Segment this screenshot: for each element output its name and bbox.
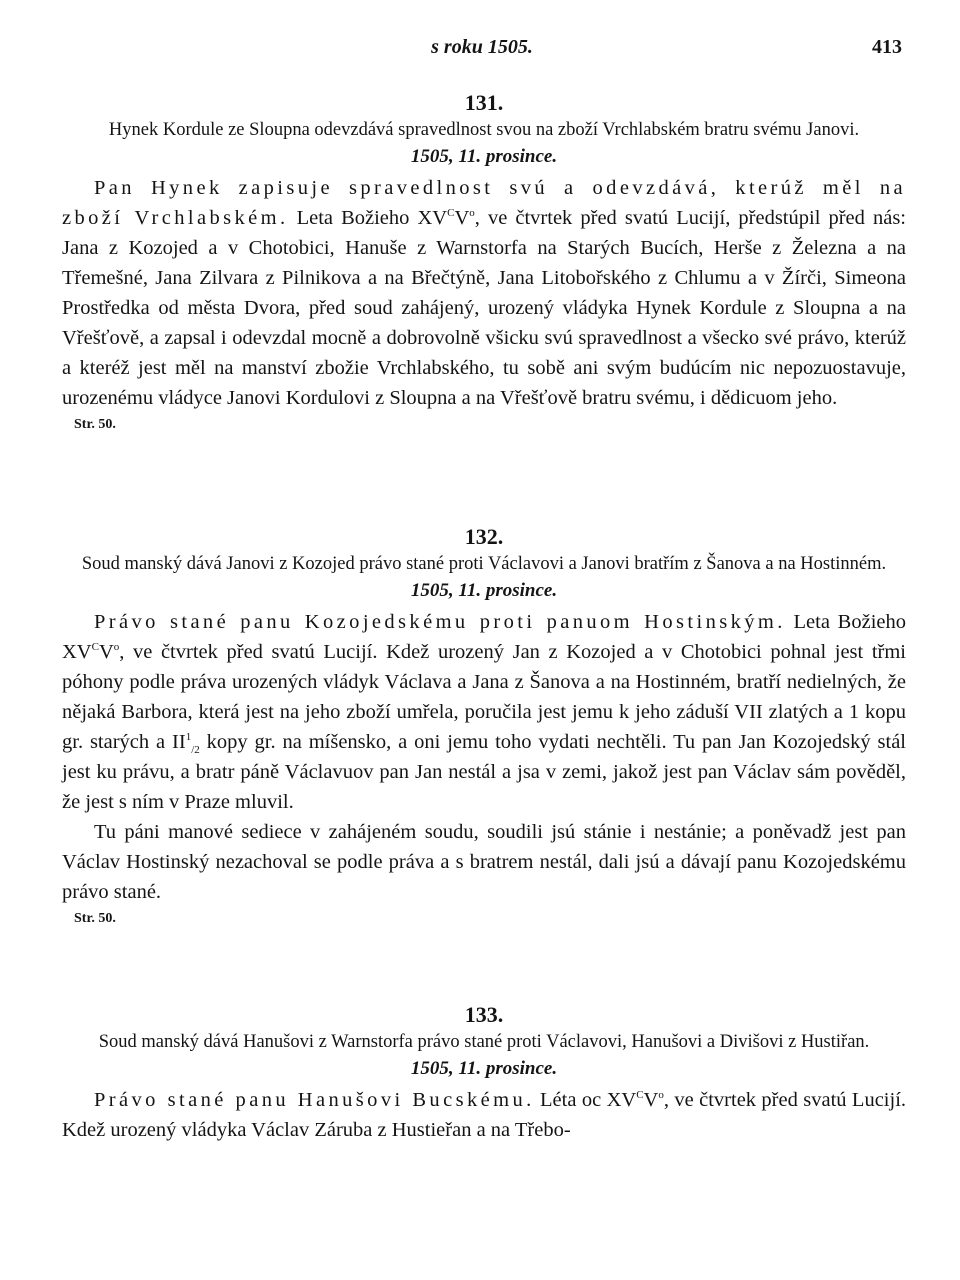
entry-number: 133. (464, 1002, 504, 1027)
entry-132 (62, 522, 906, 929)
entry-text: Léta oc XV (534, 1089, 637, 1111)
source-note: Str. 50. (74, 417, 116, 432)
entry-body: Právo stané panu Hanušovi Bucskému. Léta oc $XV^CV^o$, ve čtvrtek před svatú Lucijí. Kdež urozený vládyka Václav Záruba z Hustieřan a na Třebo- (62, 1089, 907, 1141)
entry-date: 1505, 11. prosince. (410, 146, 558, 167)
entry-131 (62, 88, 906, 435)
entry-133 (62, 1000, 906, 1145)
entry-regest: Soud manský dává Janovi z Kozojed právo stané proti Václavovi a Janovi bratřím z Šanova a na Hostinném. (81, 554, 887, 574)
entry-paragraph: Tu páni manové sediece v zahájeném soudu, soudili jsú stánie i nestánie; a poněvadž jest pan Václav Hostinský nezachoval se podle práva a s bratrem nestál, dali jsú a dávají panu Kozojedskému právo stané. (62, 821, 906, 903)
entry-body: Právo stané panu Kozojedskému proti panuom Hostinským. Leta Božieho $XV^CV^o$, ve čtvrtek před svatú Lucijí. Kdež urozený Jan z Kozojed a v Chotobici pohnal jest třmi póhony podle práva urozených vládyk Václava a Jana z Šanova a na Hostinném, bratří nedielných, že nějaká Barbora, která jest na jeho zboží umřela, poručila jest jemu k jeho záduší VII zlatých a 1 kopu gr. starých a $II^1_{/2}$ kopy gr. na míšensko, a oni jemu toho vydati nechtěli. Tu pan Jan Kozojedský stál jest ku právu, a bratr páně Václavuov pan Jan nestál a jsa v zemi, jakož jest pan Václav sám pověděl, že jest s ním v Praze mluvil. Tu páni manové sediece v zahájeném soudu, soudili jsú stánie i nestánie; a poněvadž jest pan Václav Hostinský nezachoval se podle práva a s bratrem nestál, dali jsú a dávají panu Kozojedskému právo stané. (62, 607, 906, 907)
running-head (62, 36, 902, 66)
entry-regest: Hynek Kordule ze Sloupna odevzdává spravedlnost svou na zboží Vrchlabském bratru svému Janovi. (108, 120, 860, 140)
entry-date: 1505, 11. prosince. (410, 580, 558, 601)
source-note: Str. 50. (74, 911, 116, 926)
entry-incipit: Právo stané panu Kozojedskému proti panuom Hostinským. (94, 611, 786, 633)
entry-number: 131. (464, 90, 504, 115)
entry-incipit: Pan Hynek zapisuje spravedlnost svú a odevzdává, kterúž měl na zboží Vrchlabském. (62, 177, 906, 229)
entry-body: Pan Hynek zapisuje spravedlnost svú a odevzdává, kterúž měl na zboží Vrchlabském. Leta Božieho $XV^CV^o$, ve čtvrtek před svatú Lucijí, předstúpil před nás: Jana z Kozojed a v Chotobici, Hanuše z Warnstorfa na Starých Bucích, Herše z Železna a na Třemešné, Jana Zilvara z Pilnikova a na Břečtýně, Jana Litobořského z Chlumu a v Žírči, Simeona Prostředka od města Dvora, před soud zahájený, urozený vládyka Hynek Kordule z Sloupna a na Vřešťově, a zapsal i odevzdal mocně a dobrovolně všicku svú spravedlnost a všecko své právo, kterúž a kteréž jest měl na manství zbožie Vrchlabského, tu sobě ani svým budúcím nic nepozuostavuje, urozenému vládyce Janovi Kordulovi z Sloupna a na Vřešťově bratru svému, i dědicuom jeho. (62, 177, 907, 409)
entry-text: Leta Božieho XV (62, 611, 906, 663)
entry-text: Leta Božieho XV (288, 207, 448, 229)
page-number: 413 (872, 36, 902, 58)
entry-number: 132. (464, 524, 504, 549)
running-head-title: s roku 1505. (431, 36, 533, 58)
entry-date: 1505, 11. prosince. (410, 1058, 558, 1079)
entry-regest: Soud manský dává Hanušovi z Warnstorfa právo stané proti Václavovi, Hanušovi a Divišovi z Hustiřan. (98, 1032, 870, 1052)
entry-incipit: Právo stané panu Hanušovi Bucskému. (94, 1089, 535, 1111)
